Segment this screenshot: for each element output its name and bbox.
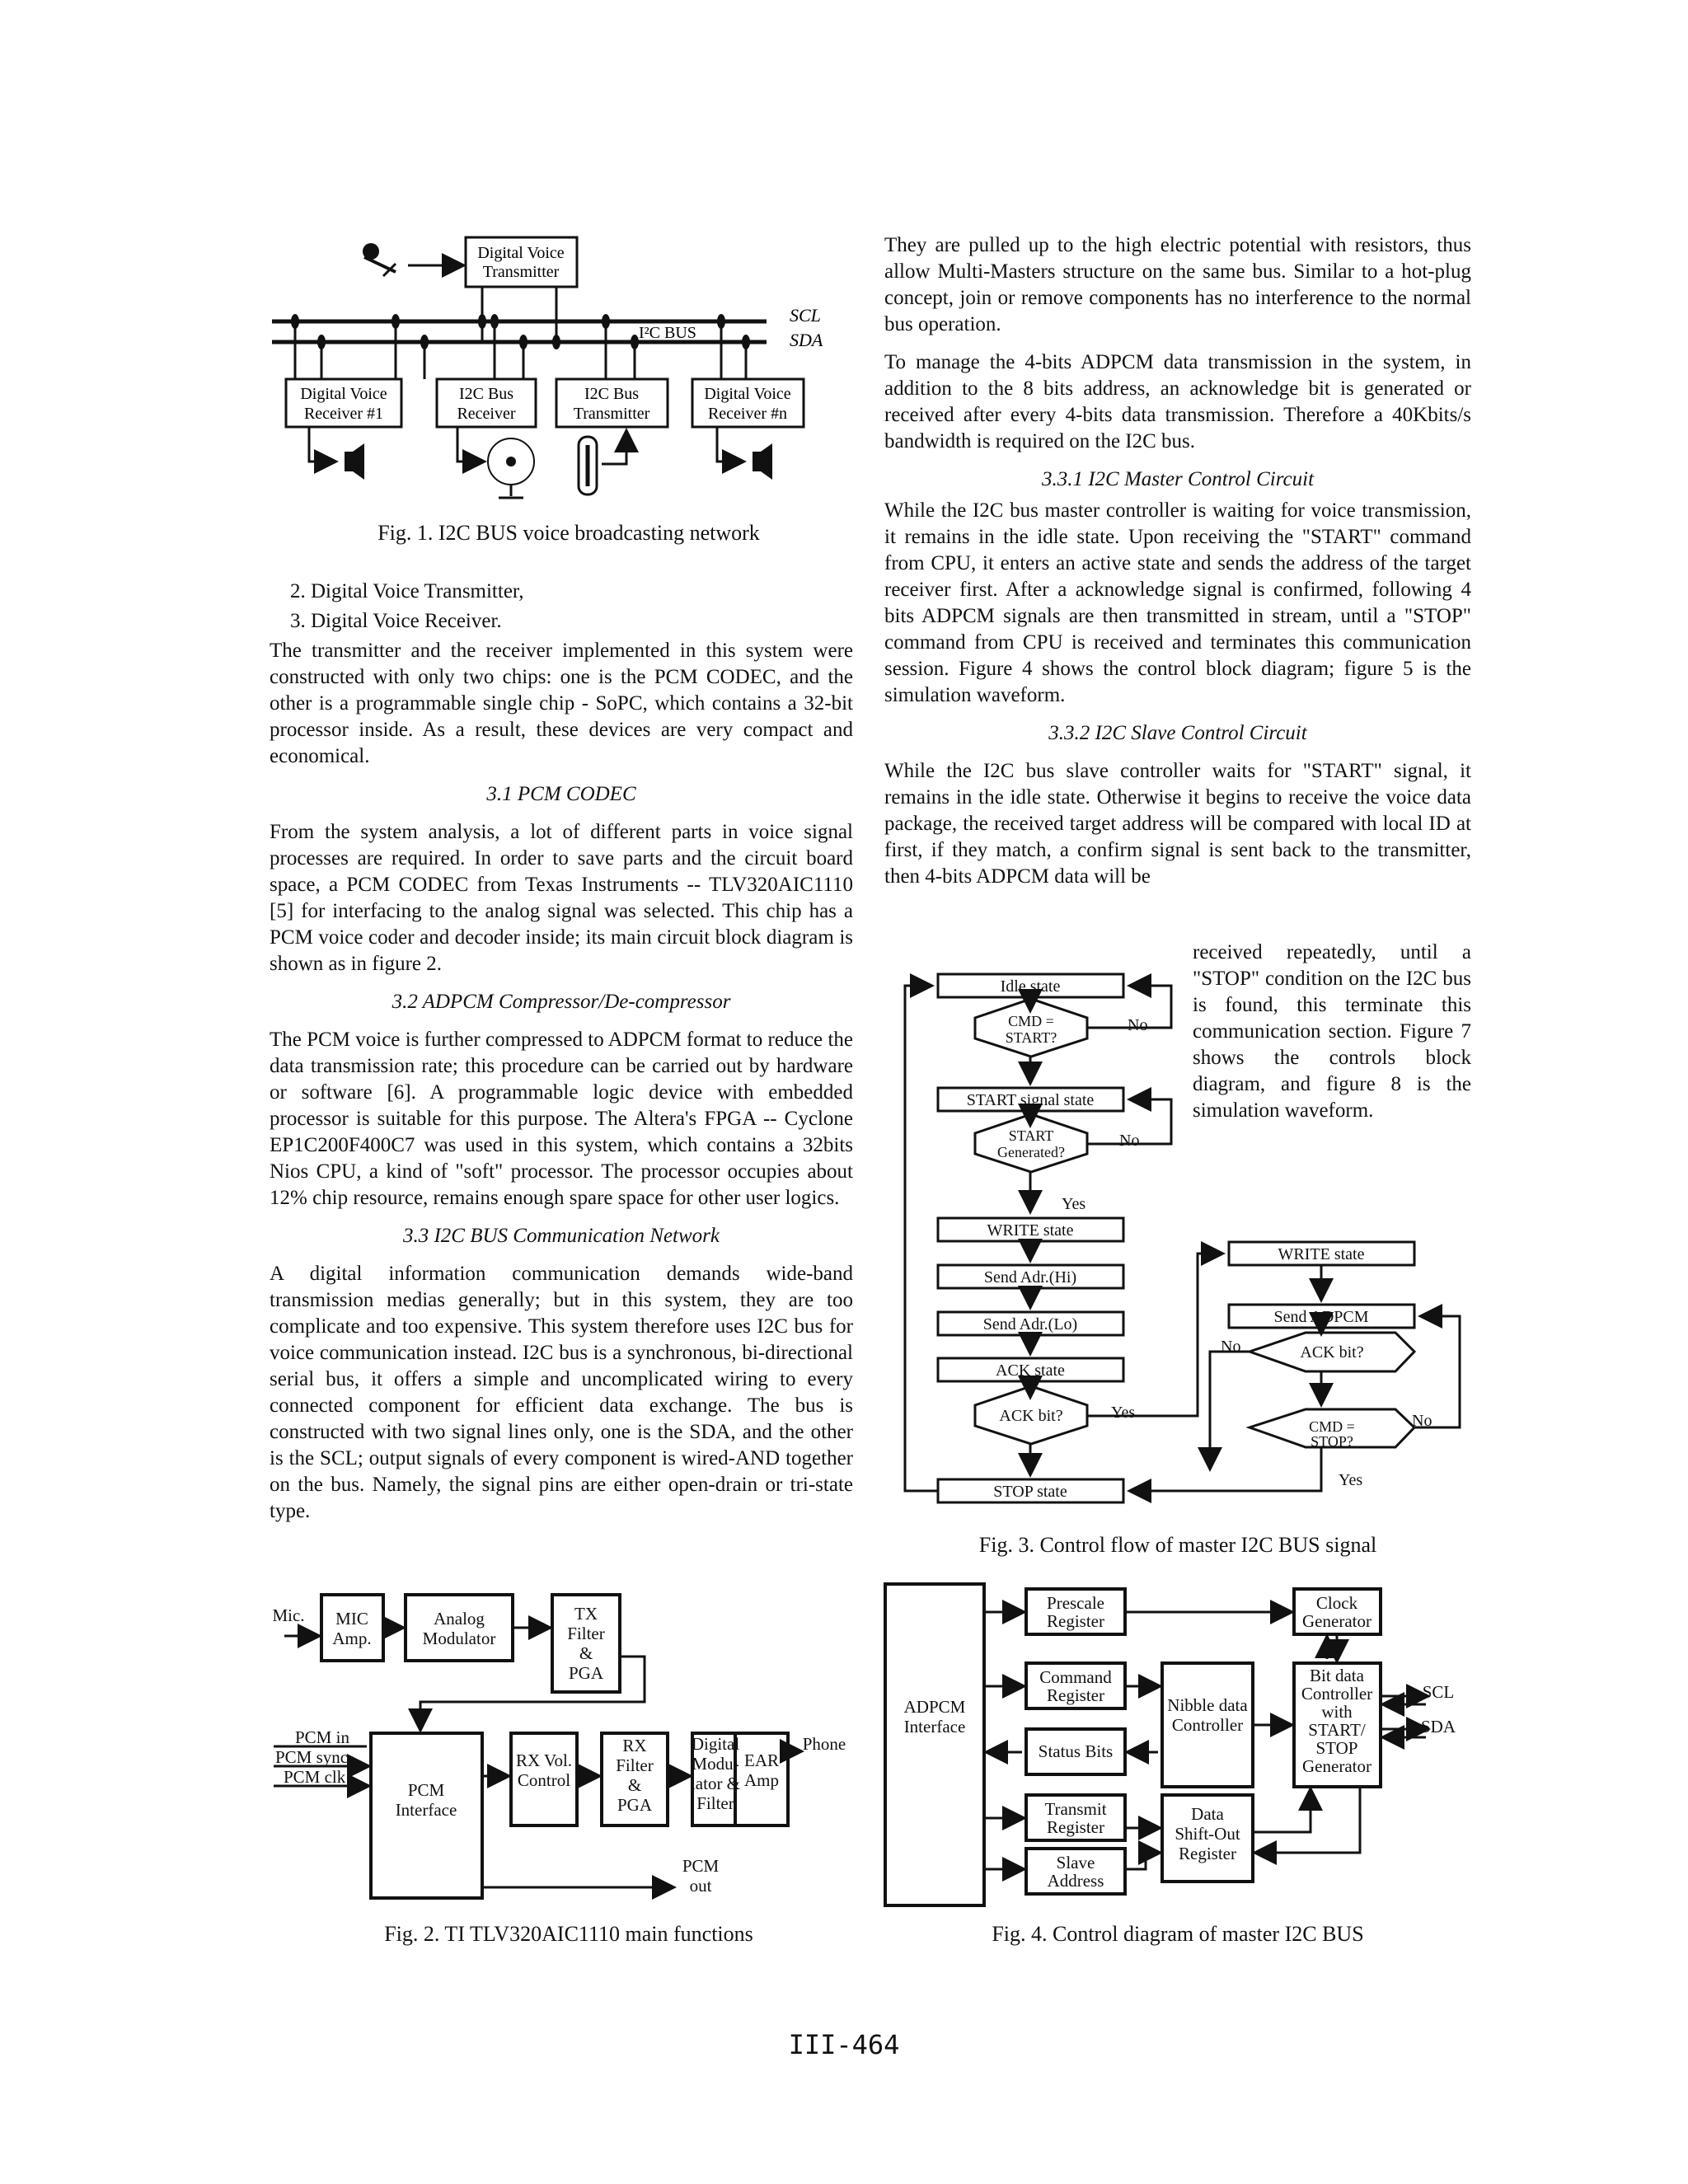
paragraph: They are pulled up to the high electric potential with resistors, thus allow Multi-Masters structure on the same bus. Similar to a hot-plug concept, join or remove components has no interference to the normal bus operation. bbox=[884, 234, 1471, 335]
svg-text:No: No bbox=[1412, 1412, 1432, 1430]
svg-text:WRITE state: WRITE state bbox=[1278, 1245, 1365, 1263]
svg-text:Slave: Slave bbox=[1056, 1853, 1095, 1872]
svg-text:PGA: PGA bbox=[568, 1663, 604, 1683]
svg-text:Data: Data bbox=[1191, 1804, 1224, 1824]
list-item: 2. Digital Voice Transmitter, bbox=[311, 577, 853, 607]
svg-text:Interface: Interface bbox=[903, 1717, 966, 1736]
svg-text:PCM: PCM bbox=[407, 1780, 445, 1800]
svg-text:Status Bits: Status Bits bbox=[1038, 1741, 1114, 1761]
svg-text:SCL: SCL bbox=[1422, 1682, 1455, 1702]
svg-text:Bit data: Bit data bbox=[1310, 1666, 1364, 1685]
svg-text:Address: Address bbox=[1047, 1871, 1104, 1891]
svg-text:Generated?: Generated? bbox=[997, 1144, 1065, 1160]
svg-text:START: START bbox=[1008, 1127, 1054, 1144]
fig4-caption: Fig. 4. Control diagram of master I2C BUS bbox=[992, 1922, 1364, 1946]
fig2-caption: Fig. 2. TI TLV320AIC1110 main functions bbox=[384, 1922, 753, 1946]
svg-text:RX: RX bbox=[622, 1736, 647, 1755]
svg-text:Receiver: Receiver bbox=[457, 405, 516, 423]
paragraph: From the system analysis, a lot of different parts in voice signal processes are required. In order to save parts and the circuit board space, a PCM CODEC from Texas Instruments -- TLV320AIC1110 [5] for interfacing to the analog signal was selected. This chip has a PCM voice coder and decoder inside; its main circuit block diagram is shown as in figure 2. bbox=[270, 821, 853, 975]
section-heading: 3.1 PCM CODEC bbox=[486, 783, 636, 805]
section-heading: 3.3.2 I2C Slave Control Circuit bbox=[1048, 722, 1307, 744]
svg-text:Control: Control bbox=[517, 1770, 571, 1790]
fig1-bus-label: I²C BUS bbox=[639, 324, 696, 342]
svg-text:Register: Register bbox=[1047, 1817, 1104, 1837]
svg-text:Digital Voice: Digital Voice bbox=[704, 385, 791, 403]
svg-text:Transmitter: Transmitter bbox=[482, 263, 560, 281]
svg-text:lator &: lator & bbox=[690, 1774, 741, 1793]
svg-text:CMD =: CMD = bbox=[1008, 1013, 1054, 1029]
thermometer-icon bbox=[579, 437, 597, 494]
svg-text:Digital Voice: Digital Voice bbox=[477, 244, 565, 262]
fig3-flowchart bbox=[884, 964, 1478, 1508]
svg-text:Register: Register bbox=[1047, 1685, 1104, 1705]
svg-text:Amp.: Amp. bbox=[332, 1629, 372, 1648]
svg-text:with: with bbox=[1321, 1702, 1353, 1722]
svg-text:Phone: Phone bbox=[802, 1734, 846, 1754]
svg-text:Filter: Filter bbox=[696, 1793, 734, 1813]
paragraph: To manage the 4-bits ADPCM data transmission in the system, in addition to the 8 bits address, an acknowledge bit is generated or received after every 4-bits data transmission. Therefore a 40Kbits/s bandwidth is required on the I2C bus. bbox=[884, 351, 1471, 452]
svg-text:Prescale: Prescale bbox=[1047, 1593, 1104, 1613]
svg-text:Yes: Yes bbox=[1339, 1471, 1363, 1489]
svg-text:WRITE state: WRITE state bbox=[987, 1221, 1074, 1240]
svg-text:Send Adr.(Hi): Send Adr.(Hi) bbox=[983, 1268, 1077, 1286]
svg-text:SCL: SCL bbox=[790, 305, 821, 326]
svg-text:PCM in: PCM in bbox=[295, 1727, 349, 1747]
svg-text:EAR: EAR bbox=[744, 1750, 779, 1770]
svg-text:PCM clk: PCM clk bbox=[284, 1767, 346, 1787]
svg-text:STOP state: STOP state bbox=[993, 1483, 1067, 1501]
left-column-top bbox=[270, 577, 853, 1536]
fig2-diagram bbox=[272, 1586, 865, 1916]
svg-text:I2C Bus: I2C Bus bbox=[584, 385, 640, 403]
speaker-icon bbox=[345, 443, 364, 480]
svg-text:START/: START/ bbox=[1308, 1720, 1366, 1740]
svg-text:ACK bit?: ACK bit? bbox=[1300, 1343, 1364, 1361]
microphone-icon bbox=[363, 243, 396, 276]
svg-text:Controller: Controller bbox=[1171, 1715, 1244, 1735]
svg-text:ACK bit?: ACK bit? bbox=[999, 1407, 1063, 1425]
svg-text:Generator: Generator bbox=[1302, 1756, 1372, 1776]
svg-text:Digital: Digital bbox=[691, 1734, 740, 1754]
svg-text:Clock: Clock bbox=[1315, 1593, 1358, 1613]
fig1-diagram bbox=[272, 231, 865, 503]
page-number: III-464 bbox=[788, 2029, 900, 2060]
svg-text:Send ADPCM: Send ADPCM bbox=[1273, 1308, 1369, 1326]
svg-text:Command: Command bbox=[1039, 1667, 1112, 1687]
svg-text:Controller: Controller bbox=[1301, 1684, 1373, 1704]
svg-text:Shift-Out: Shift-Out bbox=[1175, 1824, 1240, 1844]
svg-text:PCM: PCM bbox=[682, 1856, 720, 1876]
paragraph: While the I2C bus master controller is waiting for voice transmission, it remains in the idle state. Upon receiving the "START" command from CPU, it enters an active state and sends the address of the target receiver first. After a acknowledge signal is confirmed, following 4 bits ADPCM signals are then transmitted in stream, until a "STOP" command from CPU is received and terminates this communication session. Figure 4 shows the control block diagram; figure 5 is the simulation waveform. bbox=[884, 499, 1471, 706]
section-heading: 3.3.1 I2C Master Control Circuit bbox=[1041, 468, 1315, 490]
svg-text:CMD =: CMD = bbox=[1309, 1418, 1355, 1435]
svg-text:Register: Register bbox=[1179, 1844, 1236, 1863]
fig4-diagram bbox=[882, 1581, 1492, 1910]
svg-text:Nibble data: Nibble data bbox=[1167, 1695, 1248, 1715]
svg-text:Modulator: Modulator bbox=[422, 1629, 496, 1648]
svg-text:Interface: Interface bbox=[395, 1800, 457, 1820]
svg-text:Idle state: Idle state bbox=[1000, 977, 1061, 996]
svg-text:Receiver #1: Receiver #1 bbox=[303, 405, 384, 423]
paragraph: While the I2C bus slave controller waits for "START" signal, it remains in the idle state. Otherwise it begins to receive the voice data package, the received target address will be compared with local ID at first, if they match, a confirm signal is sent back to the transmitter, then 4-bits ADPCM data will be bbox=[884, 760, 1471, 888]
section-heading: 3.2 ADPCM Compressor/De-compressor bbox=[392, 991, 731, 1013]
svg-text:TX: TX bbox=[574, 1604, 598, 1624]
svg-text:ADPCM: ADPCM bbox=[903, 1697, 966, 1717]
paragraph: The transmitter and the receiver implemented in this system were constructed with only two chips: one is the PCM CODEC, and the other is a programmable single chip - SoPC, which contains a 32-bit processor inside. As a result, these devices are very compact and economical. bbox=[270, 640, 853, 767]
svg-text:Modu-: Modu- bbox=[692, 1754, 739, 1774]
svg-text:Send Adr.(Lo): Send Adr.(Lo) bbox=[982, 1315, 1078, 1333]
svg-text:START?: START? bbox=[1005, 1029, 1057, 1046]
right-column bbox=[884, 232, 1471, 902]
svg-text:&: & bbox=[627, 1775, 642, 1795]
svg-text:Register: Register bbox=[1047, 1611, 1104, 1631]
svg-text:Filter: Filter bbox=[616, 1755, 654, 1775]
svg-text:PCM sync: PCM sync bbox=[275, 1747, 349, 1767]
svg-text:No: No bbox=[1119, 1132, 1140, 1150]
fan-icon bbox=[488, 438, 534, 498]
svg-text:RX Vol.: RX Vol. bbox=[515, 1750, 573, 1770]
svg-text:Yes: Yes bbox=[1111, 1404, 1136, 1422]
svg-text:No: No bbox=[1221, 1338, 1241, 1356]
paragraph: The PCM voice is further compressed to ADPCM format to reduce the data transmission rate; this procedure can be carried out by hardware or software [6]. A programmable logic device with embedded processor is suitable for this purpose. The Altera's FPGA -- Cyclone EP1C200F400C7 was used in this system, which contains a 32bits Nios CPU, a kind of "soft" processor. The processor occupies about 12% chip resource, remains enough spare space for other user logics. bbox=[270, 1029, 853, 1209]
svg-text:Receiver #n: Receiver #n bbox=[707, 405, 788, 423]
fig3-caption: Fig. 3. Control flow of master I2C BUS signal bbox=[978, 1533, 1377, 1557]
svg-text:STOP?: STOP? bbox=[1311, 1433, 1353, 1450]
list-item: 3. Digital Voice Receiver. bbox=[311, 607, 853, 636]
svg-text:START signal state: START signal state bbox=[966, 1091, 1095, 1109]
paragraph-wrap: received repeatedly, until a "STOP" condition on the I2C bus is found, this terminate this communication section. Figure 7 shows the controls block diagram, and figure 8 is the simulation waveform. bbox=[1193, 941, 1471, 1122]
svg-text:Transmit: Transmit bbox=[1044, 1799, 1107, 1819]
svg-text:Transmitter: Transmitter bbox=[573, 405, 650, 423]
svg-text:ACK state: ACK state bbox=[996, 1361, 1065, 1380]
svg-text:SDA: SDA bbox=[1420, 1717, 1456, 1736]
svg-text:PGA: PGA bbox=[617, 1795, 653, 1815]
svg-text:Analog: Analog bbox=[434, 1609, 485, 1629]
section-heading: 3.3 I2C BUS Communication Network bbox=[402, 1225, 720, 1247]
list bbox=[270, 577, 853, 636]
svg-text:Filter: Filter bbox=[567, 1624, 605, 1643]
svg-text:out: out bbox=[689, 1876, 712, 1896]
speaker-icon bbox=[753, 443, 772, 480]
svg-text:No: No bbox=[1128, 1016, 1148, 1034]
svg-text:Generator: Generator bbox=[1302, 1611, 1372, 1631]
fig1-caption: Fig. 1. I2C BUS voice broadcasting network bbox=[377, 521, 760, 545]
svg-text:MIC: MIC bbox=[335, 1609, 368, 1629]
svg-text:STOP: STOP bbox=[1315, 1738, 1358, 1758]
svg-text:Amp: Amp bbox=[744, 1770, 779, 1790]
svg-text:Yes: Yes bbox=[1062, 1195, 1086, 1213]
paragraph: A digital information communication demands wide-band transmission medias generally; but in this system, they are too complicate and too expensive. This system therefore uses I2C bus for voice communication instead. I2C bus is a synchronous, bi-directional serial bus, it offers a simple and uncomplicated wiring to every connected component for efficient data exchange. The bus is constructed with two signal lines only, one is the SDA, and the other is the SCL; output signals of every component is wired-AND together on the bus. Namely, the signal pins are either open-drain or tri-state type. bbox=[270, 1263, 853, 1522]
svg-text:Mic.: Mic. bbox=[272, 1605, 305, 1625]
svg-text:SDA: SDA bbox=[790, 330, 823, 350]
svg-text:Digital Voice: Digital Voice bbox=[300, 385, 387, 403]
svg-text:&: & bbox=[579, 1643, 593, 1663]
svg-text:I2C Bus: I2C Bus bbox=[458, 385, 514, 403]
